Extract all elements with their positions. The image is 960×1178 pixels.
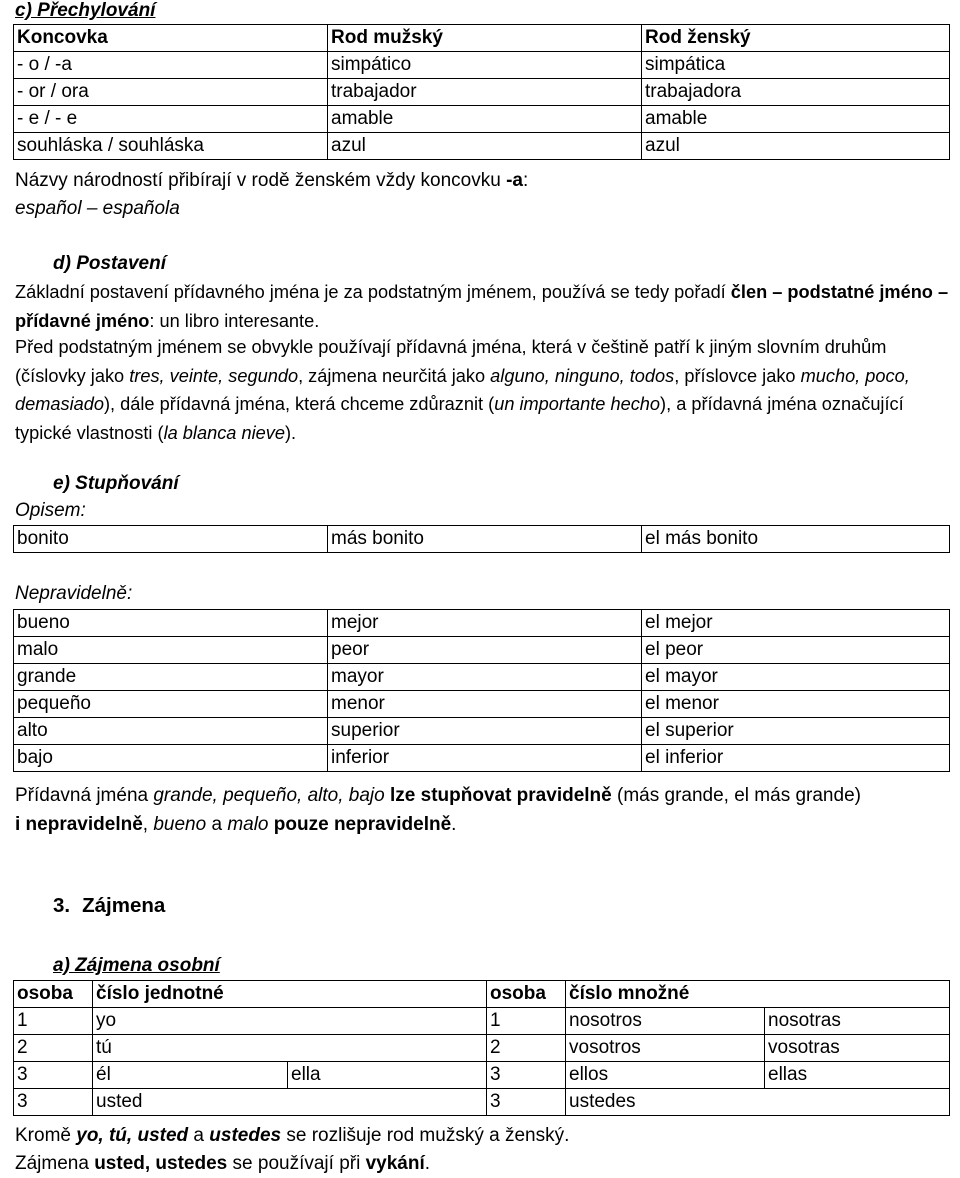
table-cell: trabajador xyxy=(328,79,642,106)
table-header-cell: osoba xyxy=(14,981,93,1008)
section-d-paragraph-2: Před podstatným jménem se obvykle používají přídavná jména, která v češtině patří k jiným slovním druhům (číslovky jako tres, veinte, segundo, zájmena neurčitá jako alguno, ninguno, todos, příslovce jako mucho, poco, demasiado), dále přídavná jména, která chceme zdůraznit (un importante hecho), a přídavná jména označující typické vlastnosti (la blanca nieve). xyxy=(15,337,910,443)
table-cell: - or / ora xyxy=(14,79,328,106)
table-cell: - e / - e xyxy=(14,106,328,133)
table-cell: ellas xyxy=(765,1062,950,1089)
table-cell: malo xyxy=(14,637,328,664)
pronoun-note-line-1: Kromě yo, tú, usted a ustedes se rozlišuje rod mužský a ženský. xyxy=(15,1125,570,1146)
table-cell: 3 xyxy=(487,1062,566,1089)
nationality-example: español – española xyxy=(15,198,180,219)
table-header-row xyxy=(14,981,950,1008)
table-row xyxy=(14,52,950,79)
table-header-cell: číslo množné xyxy=(566,981,950,1008)
table-cell: nosotros xyxy=(566,1008,765,1035)
table-cell: nosotras xyxy=(765,1008,950,1035)
table-cell: 3 xyxy=(487,1089,566,1116)
pronoun-note-line-2: Zájmena usted, ustedes se používají při vykání. xyxy=(15,1153,431,1174)
table-row xyxy=(14,106,950,133)
table-header-row xyxy=(14,25,950,52)
table-row xyxy=(14,637,950,664)
table-cell: pequeño xyxy=(14,691,328,718)
table-row xyxy=(14,1035,950,1062)
table-cell: 1 xyxy=(14,1008,93,1035)
irregular-label: Nepravidelně: xyxy=(15,583,133,604)
section-d-paragraph-1: Základní postavení přídavného jména je za podstatným jménem, používá se tedy pořadí člen – podstatné jméno – přídavné jméno: un libro interesante. xyxy=(15,282,949,331)
table-cell: - o / -a xyxy=(14,52,328,79)
table-row xyxy=(14,1089,950,1116)
chapter-3-heading: 3. Zájmena xyxy=(53,894,166,917)
table-cell: souhláska / souhláska xyxy=(14,133,328,160)
gender-table xyxy=(13,24,950,160)
table-cell: 3 xyxy=(14,1062,93,1089)
table-cell: alto xyxy=(14,718,328,745)
table-cell: menor xyxy=(328,691,642,718)
table-cell: el menor xyxy=(642,691,950,718)
table-cell: simpático xyxy=(328,52,642,79)
table-cell: trabajadora xyxy=(642,79,950,106)
comparison-note-line-1: Přídavná jména grande, pequeño, alto, bajo lze stupňovat pravidelně (más grande, el más grande) xyxy=(15,785,861,806)
table-row xyxy=(14,1008,950,1035)
table-cell: bueno xyxy=(14,610,328,637)
table-cell: peor xyxy=(328,637,642,664)
table-row xyxy=(14,610,950,637)
table-header-cell: Koncovka xyxy=(14,25,328,52)
table-cell: azul xyxy=(642,133,950,160)
table-row xyxy=(14,664,950,691)
table-cell: el mayor xyxy=(642,664,950,691)
table-cell: el peor xyxy=(642,637,950,664)
table-cell: yo xyxy=(93,1008,487,1035)
table-cell: vosotras xyxy=(765,1035,950,1062)
table-row xyxy=(14,133,950,160)
periphrastic-table xyxy=(13,525,950,553)
table-cell: bajo xyxy=(14,745,328,772)
table-header-cell: číslo jednotné xyxy=(93,981,487,1008)
table-cell: vosotros xyxy=(566,1035,765,1062)
section-e-heading: e) Stupňování xyxy=(53,473,179,494)
table-row xyxy=(14,79,950,106)
section-a-heading: a) Zájmena osobní xyxy=(53,955,220,976)
table-row xyxy=(14,718,950,745)
table-cell: amable xyxy=(328,106,642,133)
personal-pronouns-table xyxy=(13,980,950,1116)
table-cell: 3 xyxy=(14,1089,93,1116)
table-cell: tú xyxy=(93,1035,487,1062)
table-cell: el más bonito xyxy=(642,526,950,553)
table-header-cell: osoba xyxy=(487,981,566,1008)
table-cell: el superior xyxy=(642,718,950,745)
table-row xyxy=(14,691,950,718)
table-cell: el mejor xyxy=(642,610,950,637)
table-cell: 2 xyxy=(487,1035,566,1062)
table-cell: superior xyxy=(328,718,642,745)
table-cell: mejor xyxy=(328,610,642,637)
table-cell: usted xyxy=(93,1089,487,1116)
table-cell: bonito xyxy=(14,526,328,553)
table-cell: 2 xyxy=(14,1035,93,1062)
nationality-note: Názvy národností přibírají v rodě ženském vždy koncovku -a: xyxy=(15,170,529,191)
table-cell: ella xyxy=(288,1062,487,1089)
table-cell: amable xyxy=(642,106,950,133)
table-cell: el inferior xyxy=(642,745,950,772)
table-cell: mayor xyxy=(328,664,642,691)
table-cell: 1 xyxy=(487,1008,566,1035)
irregular-table xyxy=(13,609,950,772)
section-c-heading: c) Přechylování xyxy=(15,0,156,21)
table-cell: grande xyxy=(14,664,328,691)
periphrastic-label: Opisem: xyxy=(15,500,86,521)
table-row xyxy=(14,1062,950,1089)
table-header-cell: Rod mužský xyxy=(328,25,642,52)
comparison-note-line-2: i nepravidelně, bueno a malo pouze nepravidelně. xyxy=(15,814,457,835)
table-cell: ustedes xyxy=(566,1089,950,1116)
table-cell: él xyxy=(93,1062,288,1089)
table-cell: simpática xyxy=(642,52,950,79)
table-cell: azul xyxy=(328,133,642,160)
table-row xyxy=(14,526,950,553)
section-d-heading: d) Postavení xyxy=(53,253,166,274)
table-header-cell: Rod ženský xyxy=(642,25,950,52)
table-cell: inferior xyxy=(328,745,642,772)
table-cell: más bonito xyxy=(328,526,642,553)
table-row xyxy=(14,745,950,772)
table-cell: ellos xyxy=(566,1062,765,1089)
